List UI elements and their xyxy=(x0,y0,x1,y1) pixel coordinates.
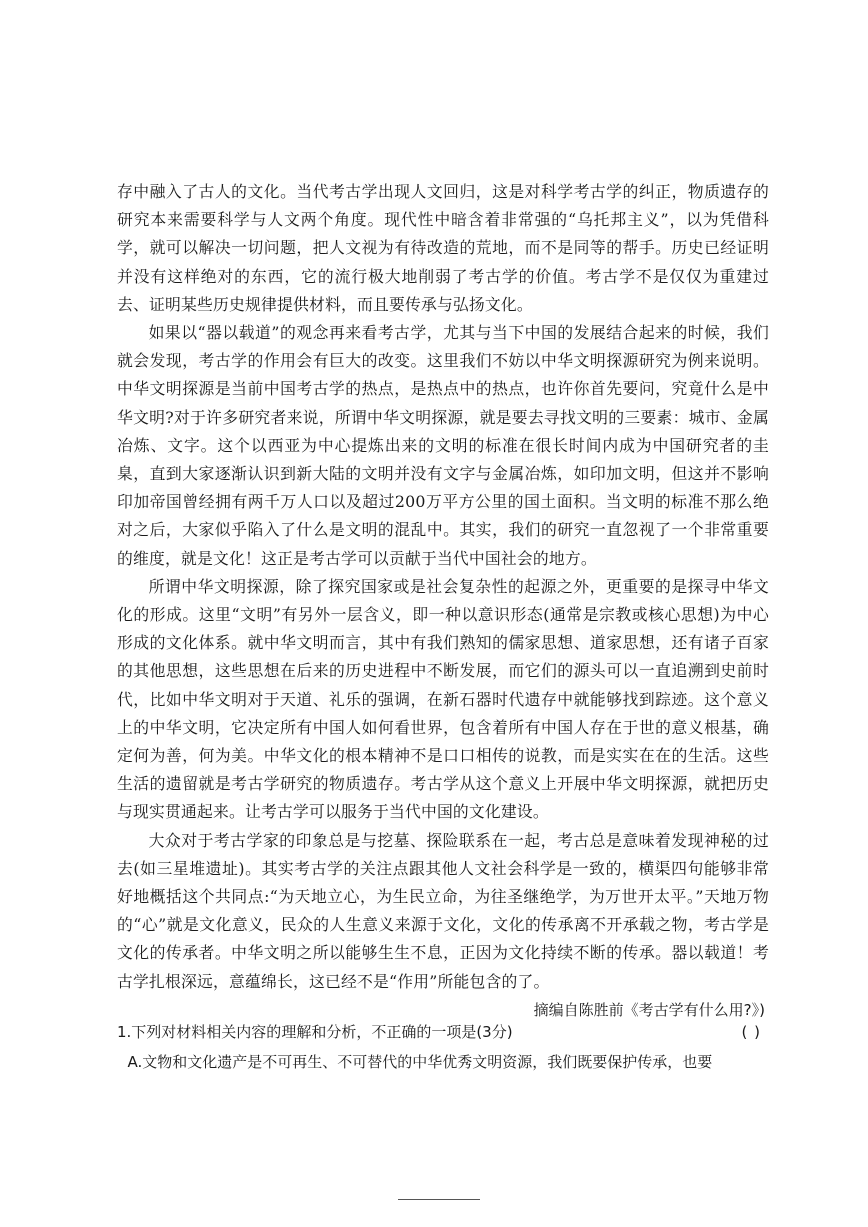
answer-blank: ( ) xyxy=(741,1023,761,1041)
question-1 xyxy=(117,1018,769,1076)
option-a: A.文物和文化遗产是不可再生、不可替代的中华优秀文明资源，我们既要保护传承，也要 xyxy=(127,1053,713,1071)
article-paragraph-2: 如果以“器以载道”的观念再来看考古学，尤其与当下中国的发展结合起来的时候，我们就会发现，考古学的作用会有巨大的改变。这里我们不妨以中华文明探源研究为例来说明。中华文明探源是当前中国考古学的热点，是热点中的热点，也许你首先要问，究竟什么是中华文明?对于许多研究者来说，所谓中华文明探源，就是要去寻找文明的三要素：城市、金属冶炼、文字。这个以西亚为中心提炼出来的文明的标准在很长时间内成为中国研究者的圭臬，直到大家逐渐认识到新大陆的文明并没有文字与金属冶炼，如印加文明，但这并不影响印加帝国曾经拥有两千万人口以及超过200万平方公里的国土面积。当文明的标准不那么绝对之后，大家似乎陷入了什么是文明的混乱中。其实，我们的研究一直忽视了一个非常重要的维度，就是文化！这正是考古学可以贡献于当代中国社会的地方。 xyxy=(117,323,769,568)
article-paragraph-1: 存中融入了古人的文化。当代考古学出现人文回归，这是对科学考古学的纠正，物质遗存的研究本来需要科学与人文两个角度。现代性中暗含着非常强的“乌托邦主义”，以为凭借科学，就可以解决一切问题，把人文视为有待改造的荒地，而不是同等的帮手。历史已经证明并没有这样绝对的东西，它的流行极大地削弱了考古学的价值。考古学不是仅仅为重建过去、证明某些历史规律提供材料，而且要传承与弘扬文化。 xyxy=(117,182,769,314)
footer-divider xyxy=(398,1199,480,1200)
question-stem: 1.下列对材料相关内容的理解和分析，不正确的一项是(3分) xyxy=(117,1023,513,1041)
article-paragraph-4: 大众对于考古学家的印象总是与挖墓、探险联系在一起，考古总是意味着发现神秘的过去(如三星堆遗址)。其实考古学的关注点跟其他人文社会科学是一致的，横渠四句能够非常好地概括这个共同点:“为天地立心，为生民立命，为往圣继绝学，为万世开太平。”天地万物的“心”就是文化意义，民众的人生意义来源于文化，文化的传承离不开承载之物，考古学是文化的传承者。中华文明之所以能够生生不息，正因为文化持续不断的传承。器以载道！考古学扎根深远，意蕴绵长，这已经不是“作用”所能包含的了。 xyxy=(117,830,769,991)
question-stem-row xyxy=(117,1018,769,1046)
article-source: 摘编自陈胜前《考古学有什么用?》) xyxy=(533,1000,765,1019)
article-body xyxy=(117,178,769,1024)
article-paragraph-3: 所谓中华文明探源，除了探究国家或是社会复杂性的起源之外，更重要的是探寻中华文化的形成。这里“文明”有另外一层含义，即一种以意识形态(通常是宗教或核心思想)为中心形成的文化体系。就中华文明而言，其中有我们熟知的儒家思想、道家思想，还有诸子百家的其他思想，这些思想在后来的历史进程中不断发展，而它们的源头可以一直追溯到史前时代，比如中华文明对于天道、礼乐的强调，在新石器时代遗存中就能够找到踪迹。这个意义上的中华文明，它决定所有中国人如何看世界，包含着所有中国人存在于世的意义根基，确定何为善，何为美。中华文化的根本精神不是口口相传的说教，而是实实在在的生活。这些生活的遗留就是考古学研究的物质遗存。考古学从这个意义上开展中华文明探源，就把历史与现实贯通起来。让考古学可以服务于当代中国的文化建设。 xyxy=(117,576,769,822)
